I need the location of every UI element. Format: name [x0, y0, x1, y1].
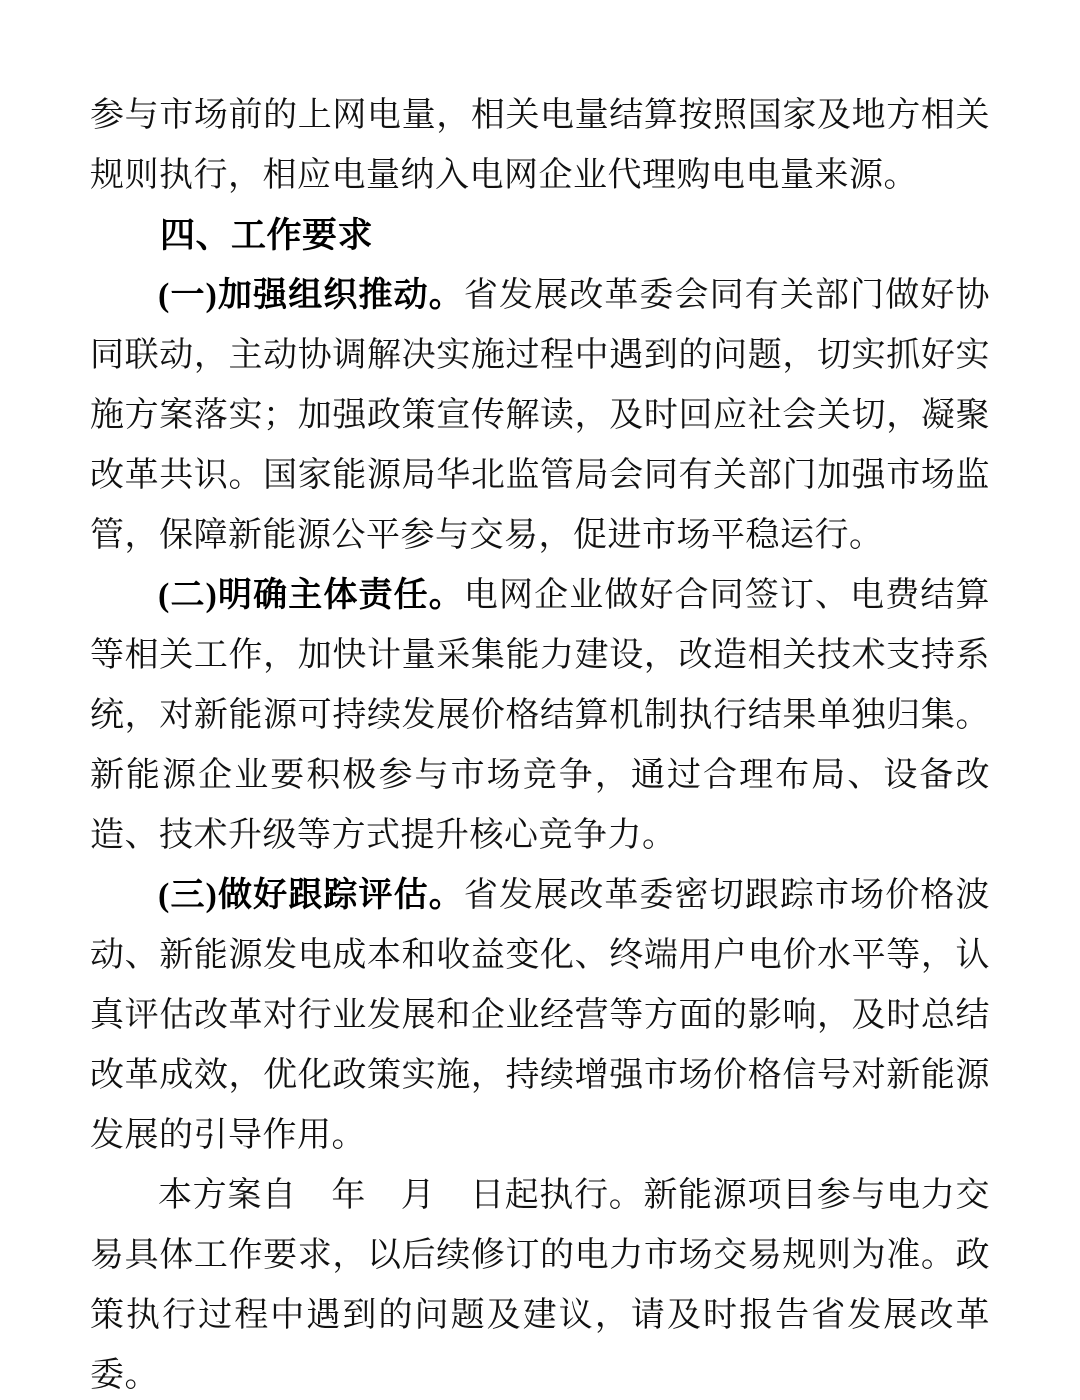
intro-paragraph: 参与市场前的上网电量，相关电量结算按照国家及地方相关规则执行，相应电量纳入电网企业代理购电电量来源。	[90, 97, 990, 194]
paragraph-item-3	[90, 866, 990, 1166]
section-heading: 四、工作要求	[160, 216, 374, 255]
item-2-lead: (二)明确主体责任。	[158, 577, 464, 614]
item-1-body: 省发展改革委会同有关部门做好协同联动，主动协调解决实施过程中遇到的问题，切实抓好实施方案落实；加强政策宣传解读，及时回应社会关切，凝聚改革共识。国家能源局华北监管局会同有关部门加强市场监管，保障新能源公平参与交易，促进市场平稳运行。	[90, 277, 991, 554]
paragraph-item-1	[90, 266, 990, 566]
paragraph-item-2	[90, 566, 990, 866]
item-2-body: 电网企业做好合同签订、电费结算等相关工作，加快计量采集能力建设，改造相关技术支持系统，对新能源可持续发展价格结算机制执行结果单独归集。新能源企业要积极参与市场竞争，通过合理布局、设备改造、技术升级等方式提升核心竞争力。	[90, 577, 991, 854]
item-3-lead: (三)做好跟踪评估。	[158, 877, 464, 914]
closing-paragraph: 本方案自 年 月 日起执行。新能源项目参与电力交易具体工作要求，以后续修订的电力市场交易规则为准。政策执行过程中遇到的问题及建议，请及时报告省发展改革委。	[90, 1177, 990, 1394]
item-3-body: 省发展改革委密切跟踪市场价格波动、新能源发电成本和收益变化、终端用户电价水平等，认真评估改革对行业发展和企业经营等方面的影响，及时总结改革成效，优化政策实施，持续增强市场价格信号对新能源发展的引导作用。	[90, 877, 991, 1154]
item-1-lead: (一)加强组织推动。	[158, 277, 464, 314]
